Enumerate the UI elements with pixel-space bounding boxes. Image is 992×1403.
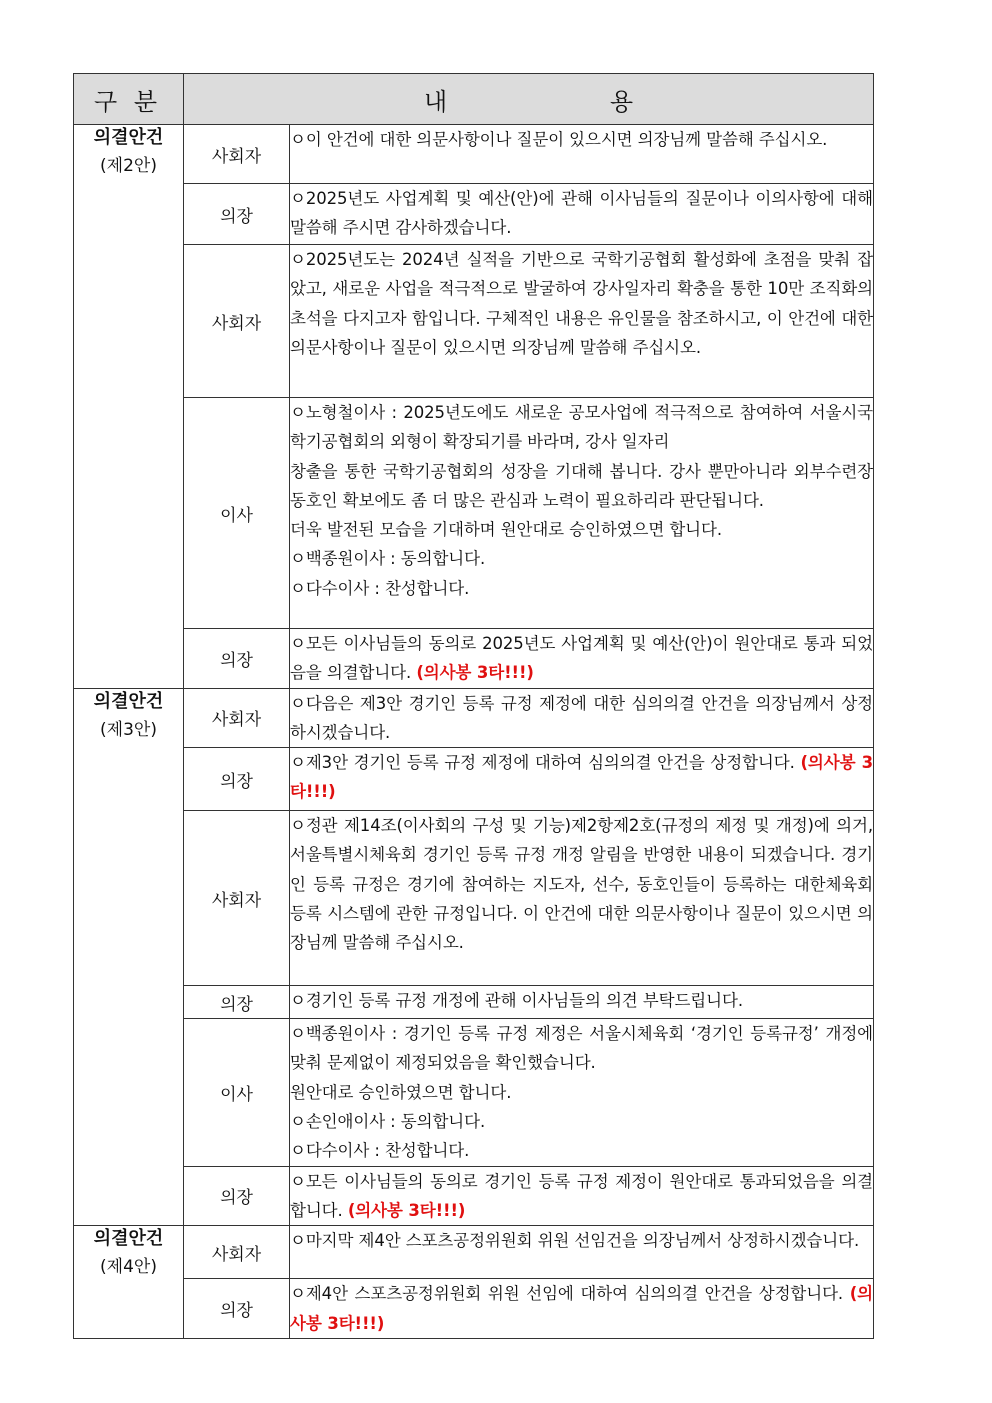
speaker-role: 사회자: [184, 688, 290, 748]
statement-line: ㅇ모든 이사님들의 동의로 2025년도 사업계획 및 예산(안)이 원안대로 통과 되었음을 의결합니다.: [290, 634, 873, 683]
minutes-row: [74, 748, 874, 811]
agenda-number: (제3안): [100, 719, 157, 740]
minutes-table: [73, 73, 874, 1339]
minutes-row: [74, 1166, 874, 1226]
statement-line: ㅇ정관 제14조(이사회의 구성 및 기능)제2항제2호(규정의 제정 및 개정)에 의거, 서울특별시체육회 경기인 등록 규정 개정 알림을 반영한 내용이 되겠습니다. 경기인 등록 규정은 경기에 참여하는 지도자, 선수, 동호인들이 등록하는 대한체육회 등록 시스템에 관한 규정입니다. 이 안건에 대한 의문사항이나 질문이 있으시면 의장님께 말씀해 주십시오.: [290, 816, 873, 953]
statement-text: [290, 457, 873, 516]
statement-line: ㅇ손인애이사 : 동의합니다.: [290, 1112, 486, 1132]
statement-cell: [290, 1279, 874, 1339]
speaker-role: 의장: [184, 986, 290, 1019]
statement-text: [290, 245, 873, 362]
speaker-role: 이사: [184, 398, 290, 629]
gavel-strike-note: (의사봉 3타!!!): [290, 1284, 873, 1333]
speaker-role: 이사: [184, 1019, 290, 1166]
minutes-row: [74, 1226, 874, 1279]
statement-line: ㅇ백종원이사 : 동의합니다.: [290, 549, 486, 569]
statement-text: [290, 811, 873, 957]
minutes-row: [74, 986, 874, 1019]
statement-line: ㅇ제4안 스포츠공정위원회 위원 선임에 대하여 심의의결 안건을 상정합니다.: [290, 1284, 850, 1304]
statement-text: [290, 398, 873, 457]
minutes-row: [74, 1019, 874, 1166]
statement-text: [290, 748, 873, 807]
statement-text: [290, 544, 873, 573]
statement-text: [290, 1279, 873, 1338]
minutes-row: [74, 629, 874, 689]
gavel-strike-note: (의사봉 3타!!!): [347, 1200, 466, 1220]
header-content-char-1: 내: [424, 87, 448, 116]
statement-cell: [290, 986, 874, 1019]
statement-line: ㅇ이 안건에 대한 의문사항이나 질문이 있으시면 의장님께 말씀해 주십시오.: [290, 130, 828, 149]
speaker-role: 사회자: [184, 245, 290, 398]
statement-line: ㅇ제3안 경기인 등록 규정 제정에 대하여 심의의결 안건을 상정합니다.: [290, 753, 801, 773]
statement-cell: [290, 629, 874, 689]
statement-text: [290, 1167, 873, 1226]
speaker-role: 사회자: [184, 811, 290, 986]
header-category-char-2: 분: [133, 87, 157, 116]
statement-line: ㅇ마지막 제4안 스포츠공정위원회 위원 선임건을 의장님께서 상정하시겠습니다.: [290, 1231, 860, 1251]
statement-cell: [290, 184, 874, 245]
statement-cell: [290, 1019, 874, 1166]
agenda-cell: [74, 125, 184, 689]
statement-cell: [290, 688, 874, 748]
statement-line: ㅇ모든 이사님들의 동의로 경기인 등록 규정 제정이 원안대로 통과되었음을 의결합니다.: [290, 1171, 873, 1220]
statement-line: ㅇ다수이사 : 찬성합니다.: [290, 578, 470, 598]
speaker-role: 의장: [184, 748, 290, 811]
gavel-strike-note: (의사봉 3타!!!): [416, 663, 534, 683]
statement-cell: [290, 125, 874, 184]
agenda-cell: [74, 1226, 184, 1339]
statement-line: 원안대로 승인하였으면 합니다.: [290, 1082, 512, 1102]
statement-line: ㅇ노형철이사 : 2025년도에도 새로운 공모사업에 적극적으로 참여하여 서울시국학기공협회의 외형이 확장되기를 바라며, 강사 일자리: [290, 403, 873, 452]
statement-cell: [290, 1166, 874, 1226]
statement-text: [290, 1107, 873, 1136]
gavel-strike-note: (의사봉 3타!!!): [290, 753, 874, 802]
minutes-row: [74, 184, 874, 245]
statement-line: ㅇ2025년도 사업계획 및 예산(안)에 관해 이사님들의 질문이나 이의사항에 대해 말씀해 주시면 감사하겠습니다.: [290, 189, 873, 238]
agenda-title: 의결안건: [93, 690, 164, 712]
minutes-row: [74, 245, 874, 398]
statement-text: [290, 1136, 873, 1165]
statement-text: [290, 689, 873, 748]
speaker-role: 의장: [184, 1166, 290, 1226]
statement-text: [290, 184, 873, 243]
statement-cell: [290, 748, 874, 811]
statement-line: ㅇ경기인 등록 규정 개정에 관해 이사님들의 의견 부탁드립니다.: [290, 991, 743, 1011]
statement-line: ㅇ다수이사 : 찬성합니다.: [290, 1141, 470, 1161]
speaker-role: 의장: [184, 629, 290, 689]
header-category-char-1: 구: [94, 87, 118, 116]
statement-text: [290, 1019, 873, 1078]
minutes-row: [74, 811, 874, 986]
minutes-row: [74, 1279, 874, 1339]
minutes-row: [74, 688, 874, 748]
agenda-number: (제4안): [100, 1257, 157, 1278]
header-category: [74, 74, 184, 125]
statement-line: ㅇ다음은 제3안 경기인 등록 규정 제정에 대한 심의의결 안건을 의장님께서 상정하시겠습니다.: [290, 693, 873, 742]
statement-line: ㅇ2025년도는 2024년 실적을 기반으로 국학기공협회 활성화에 초점을 맞춰 잡았고, 새로운 사업을 적극적으로 발굴하여 강사일자리 확충을 통한 10만 조직화의 초석을 다지고자 함입니다. 구체적인 내용은 유인물을 참조하시고, 이 안건에 대한 의문사항이나 질문이 있으시면 의장님께 말씀해 주십시오.: [290, 250, 873, 357]
statement-cell: [290, 398, 874, 629]
statement-text: [290, 1078, 873, 1107]
header-content: [184, 74, 874, 125]
agenda-cell: [74, 688, 184, 1226]
statement-text: [290, 574, 873, 603]
statement-cell: [290, 245, 874, 398]
statement-line: 창출을 통한 국학기공협회의 성장을 기대해 봅니다. 강사 뿐만아니라 외부수련장 동호인 확보에도 좀 더 많은 관심과 노력이 필요하리라 판단됩니다.: [290, 461, 873, 510]
agenda-number: (제2안): [100, 156, 157, 176]
agenda-title: 의결안건: [93, 1228, 164, 1250]
statement-text: [290, 1226, 873, 1255]
statement-text: [290, 986, 873, 1015]
speaker-role: 사회자: [184, 125, 290, 184]
statement-cell: [290, 811, 874, 986]
statement-text: [290, 125, 873, 154]
minutes-row: [74, 125, 874, 184]
statement-line: 더욱 발전된 모습을 기대하며 원안대로 승인하였으면 합니다.: [290, 520, 722, 540]
statement-text: [290, 515, 873, 544]
speaker-role: 의장: [184, 184, 290, 245]
header-content-char-2: 용: [609, 87, 633, 116]
statement-cell: [290, 1226, 874, 1279]
speaker-role: 사회자: [184, 1226, 290, 1279]
statement-line: ㅇ백종원이사 : 경기인 등록 규정 제정은 서울시체육회 ‘경기인 등록규정’ 개정에 맞춰 문제없이 제정되었음을 확인했습니다.: [290, 1024, 873, 1073]
minutes-row: [74, 398, 874, 629]
speaker-role: 의장: [184, 1279, 290, 1339]
statement-text: [290, 629, 873, 688]
header-row: [74, 74, 874, 125]
agenda-title: 의결안건: [93, 127, 164, 148]
